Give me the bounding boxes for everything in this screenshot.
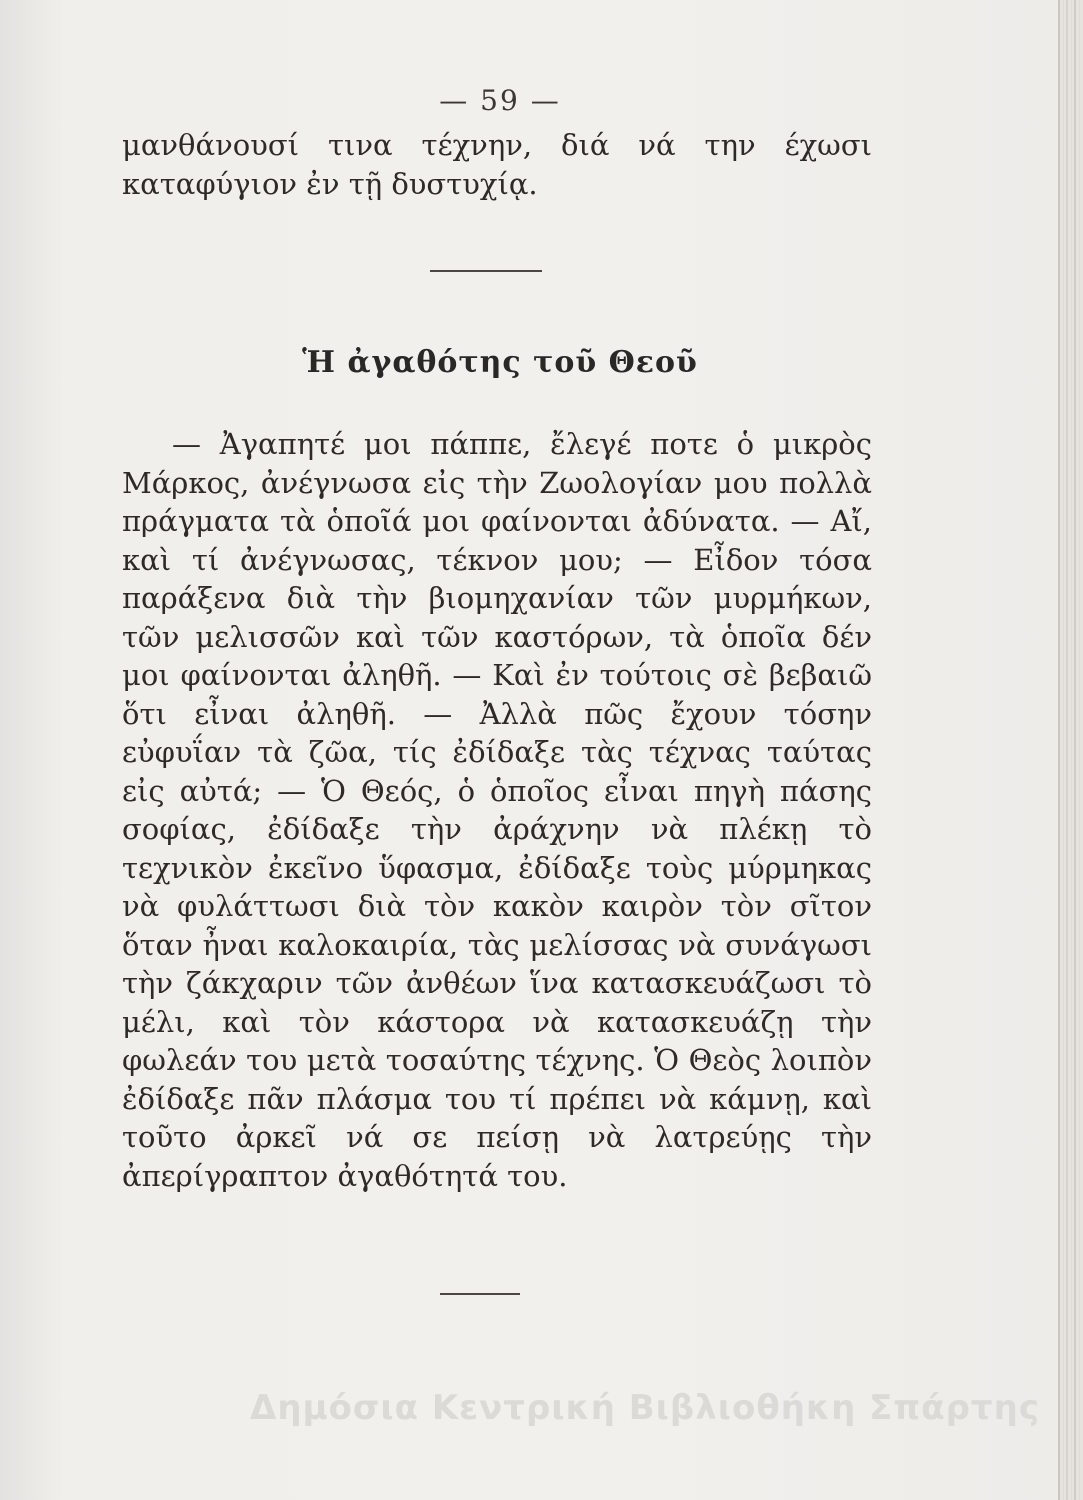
page-number: — 59 — bbox=[439, 84, 561, 117]
section-heading: Ἡ ἀγαθότης τοῦ Θεοῦ bbox=[302, 345, 698, 380]
end-divider bbox=[440, 1293, 520, 1295]
page-edge-line bbox=[1066, 0, 1068, 1500]
page-edge-line bbox=[1074, 0, 1076, 1500]
body-paragraph bbox=[122, 425, 872, 1195]
page-edge-line bbox=[1058, 0, 1060, 1500]
opening-paragraph-text: μανθάνουσί τινα τέχνην, διά νά την έχωσι καταφύγιον ἐν τῇ δυστυχίᾳ. bbox=[122, 128, 872, 201]
body-paragraph-text: — Ἀγαπητέ μοι πάππε, ἔλεγέ ποτε ὁ μικρὸς Μάρκος, ἀνέγνωσα εἰς τὴν Ζωολογίαν μου πολλὰ πράγματα τὰ ὁποῖά μοι φαίνονται ἀδύνατα. — Αἴ, καὶ τί ἀνέγνωσας, τέκνον μου; — Εἶδον τόσα παράξενα διὰ τὴν βιομηχανίαν τῶν μυρμήκων, τῶν μελισσῶν καὶ τῶν καστόρων, τὰ ὁποῖα δέν μοι φαίνονται ἀληθῆ. — Καὶ ἐν τούτοις σὲ βεβαιῶ ὅτι εἶναι ἀληθῆ. — Ἀλλὰ πῶς ἔχουν τόσην εὐφυΐαν τὰ ζῶα, τίς ἐδίδαξε τὰς τέχνας ταύτας εἰς αὐτά; — Ὁ Θεός, ὁ ὁποῖος εἶναι πηγὴ πάσης σοφίας, ἐδίδαξε τὴν ἀράχνην νὰ πλέκῃ τὸ τεχνικὸν ἐκεῖνο ὕφασμα, ἐδίδαξε τοὺς μύρμηκας νὰ φυλάττωσι διὰ τὸν κακὸν καιρὸν τὸν σῖτον ὅταν ἦναι καλοκαιρία, τὰς μελίσσας νὰ συνάγωσι τὴν ζάκχαριν τῶν ἀνθέων ἵνα κατασκευάζωσι τὸ μέλι, καὶ τὸν κάστορα νὰ κατασκευάζῃ τὴν φωλεάν του μετὰ τοσαύτης τέχνης. Ὁ Θεὸς λοιπὸν ἐδίδαξε πᾶν πλάσμα του τί πρέπει νὰ κάμνῃ, καὶ τοῦτο ἀρκεῖ νά σε πείσῃ νὰ λατρεύῃς τὴν ἀπερίγραπτον ἀγαθότητά του. bbox=[122, 427, 872, 1193]
library-watermark: Δημόσια Κεντρική Βιβλιοθήκη Σπάρτης bbox=[250, 1388, 1040, 1428]
page-edges bbox=[1060, 0, 1083, 1500]
section-divider bbox=[430, 270, 542, 272]
opening-paragraph bbox=[122, 126, 872, 203]
